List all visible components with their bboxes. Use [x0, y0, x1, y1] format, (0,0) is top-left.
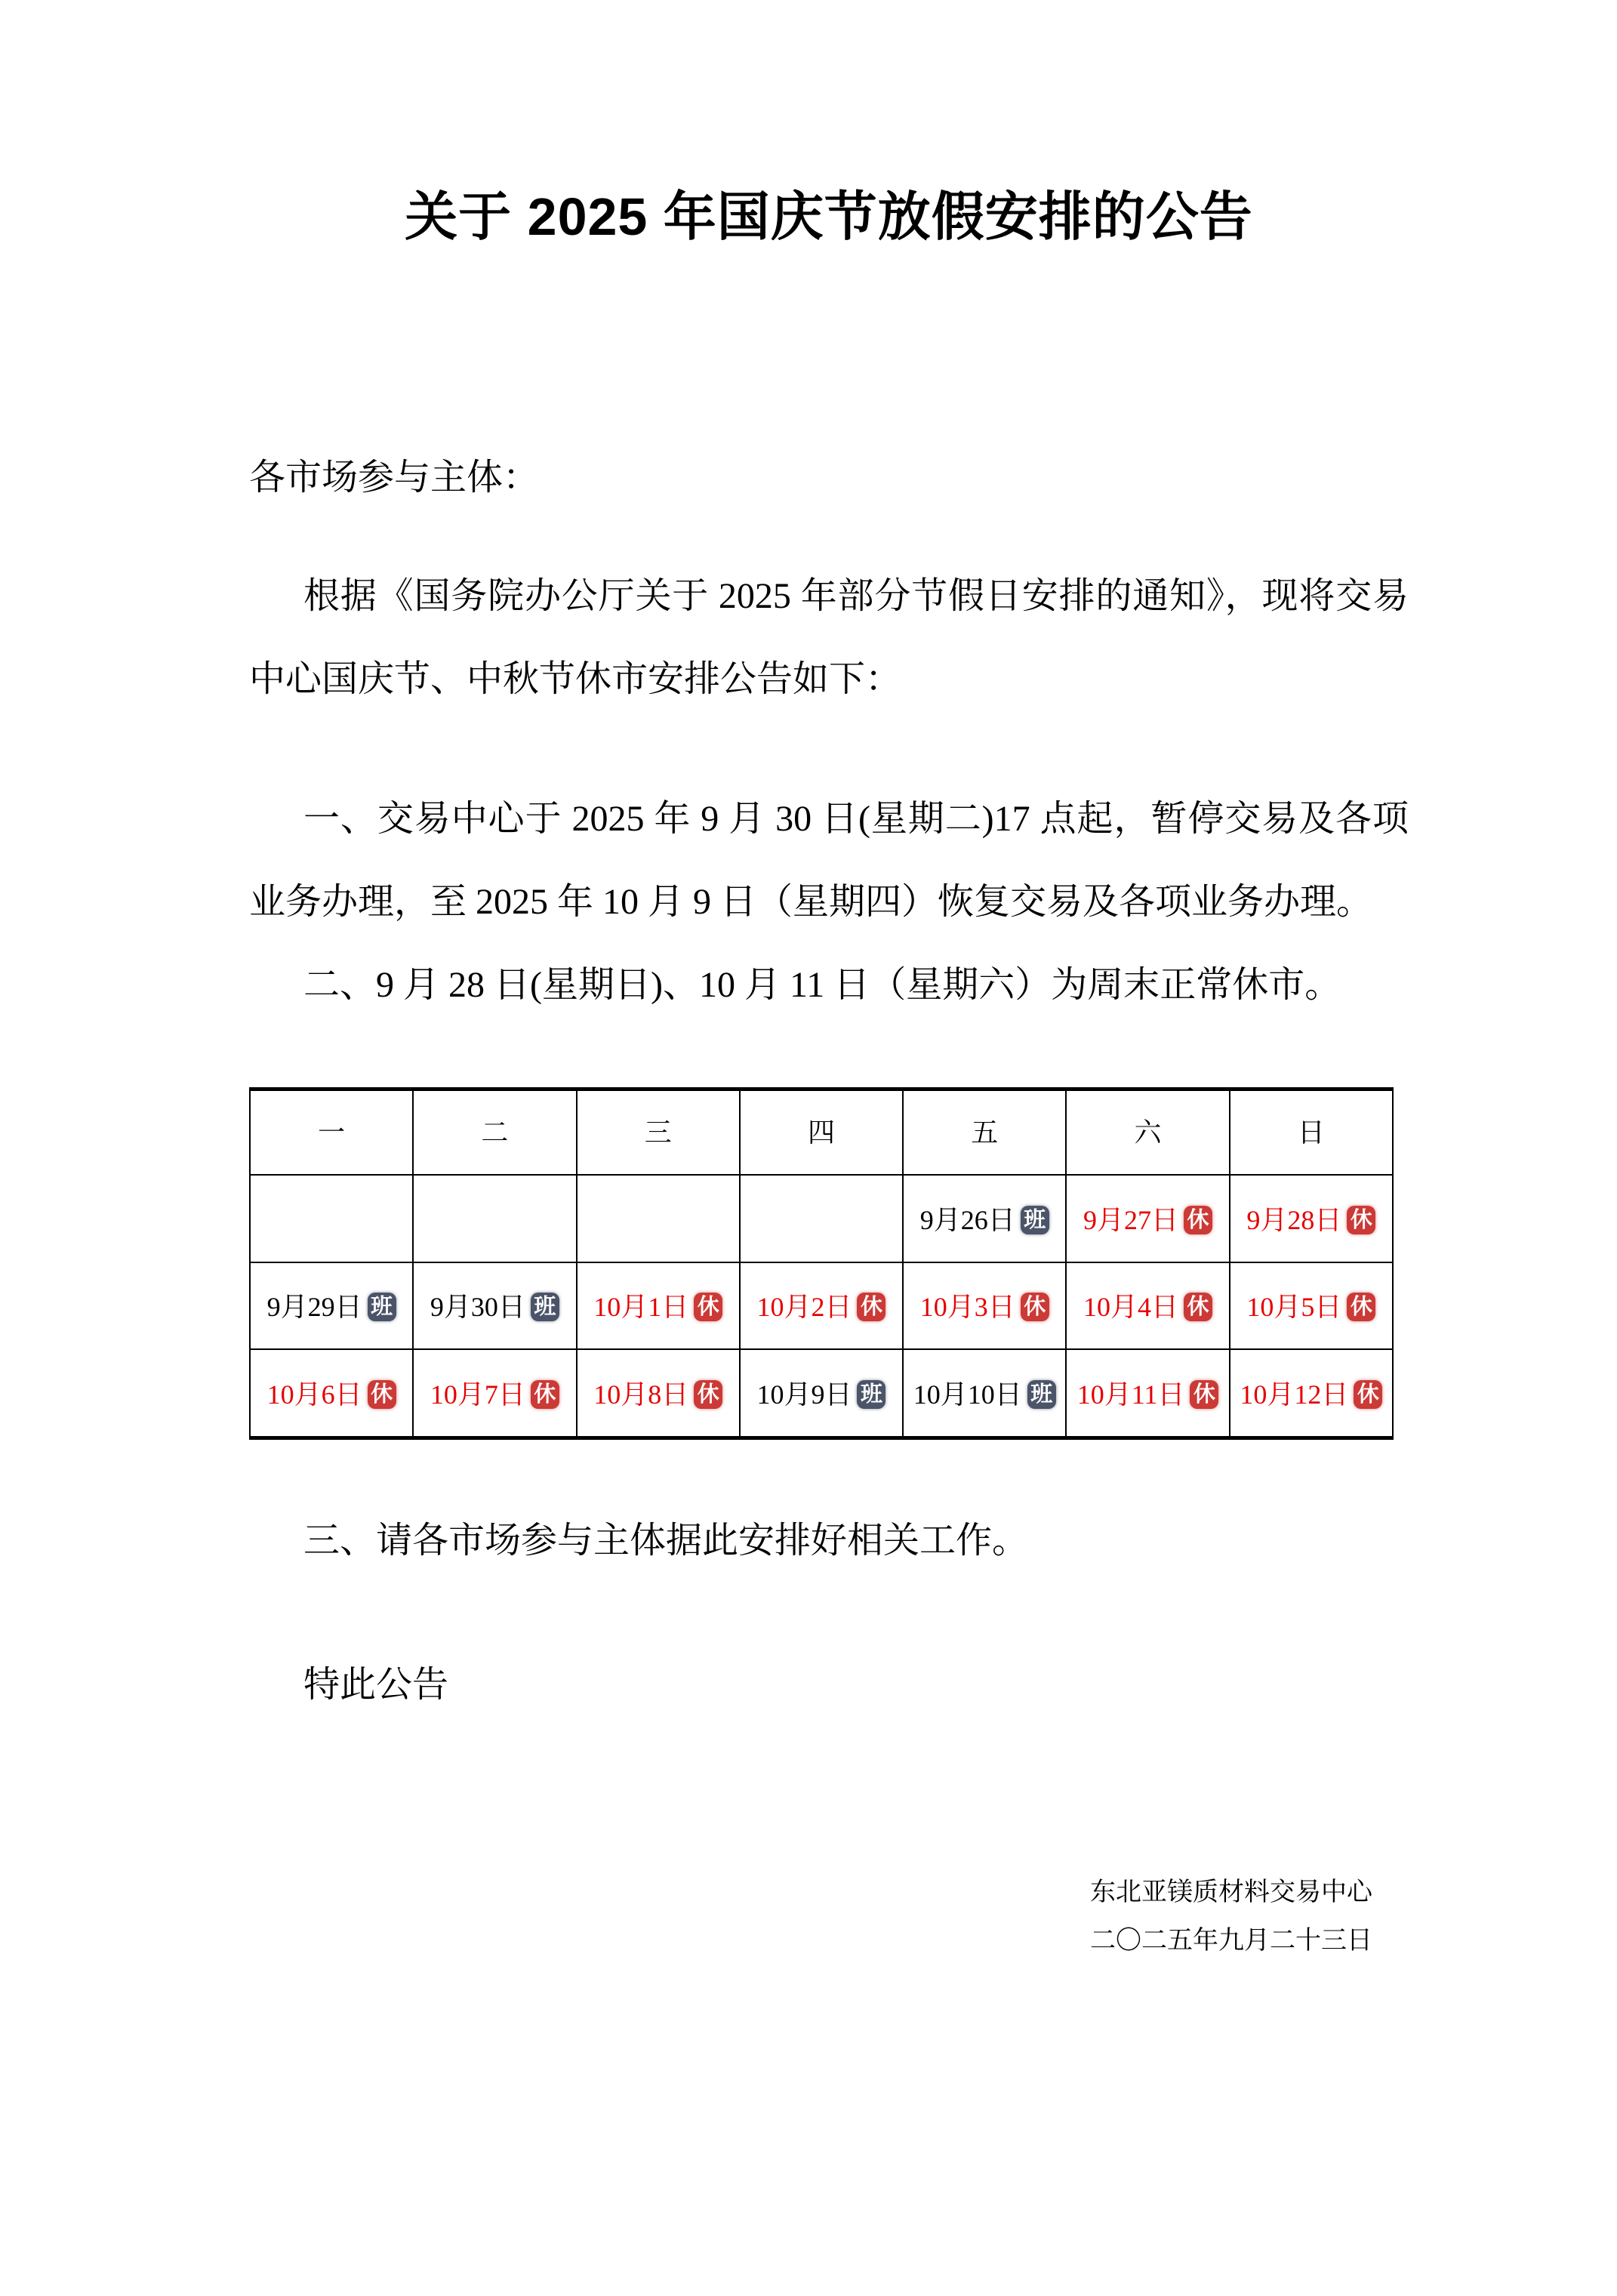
calendar-date-label: 9月29日: [266, 1292, 362, 1323]
calendar-weekday-header: 日: [1230, 1089, 1393, 1176]
calendar-date-label: 10月1日: [593, 1292, 689, 1323]
calendar-day-cell: [1066, 1175, 1229, 1262]
calendar-date-label: 10月8日: [593, 1379, 689, 1410]
calendar-day-cell: [903, 1349, 1066, 1438]
calendar-empty-cell: [740, 1175, 903, 1262]
calendar-day-cell: [250, 1349, 413, 1438]
salutation-line: 各市场参与主体：: [249, 458, 540, 498]
rest-day-badge: 休: [1190, 1380, 1218, 1409]
calendar-day-cell: [577, 1262, 740, 1350]
calendar-day-cell: [1066, 1262, 1229, 1350]
calendar-day-cell: [903, 1175, 1066, 1262]
calendar-row: [250, 1175, 1393, 1262]
calendar-weekday-header: 五: [903, 1089, 1066, 1176]
rest-day-badge: 休: [1184, 1293, 1212, 1321]
rest-day-badge: 休: [531, 1380, 559, 1409]
calendar-date-label: 10月4日: [1083, 1292, 1179, 1323]
calendar-date-label: 10月12日: [1240, 1379, 1349, 1410]
rest-day-badge: 休: [694, 1293, 722, 1321]
paragraph-intro: 根据《国务院办公厅关于 2025 年部分节假日安排的通知》，现将交易中心国庆节、中秋节休市安排公告如下：: [249, 576, 1409, 699]
calendar-day-cell: [413, 1349, 576, 1438]
calendar-day-cell: [740, 1262, 903, 1350]
calendar-date-label: 10月3日: [919, 1292, 1015, 1323]
calendar-empty-cell: [413, 1175, 576, 1262]
holiday-calendar-wrapper: [249, 1087, 1409, 1440]
calendar-day-cell: [1230, 1175, 1393, 1262]
calendar-weekday-header: 三: [577, 1089, 740, 1176]
announcement-line: 特此公告: [303, 1665, 449, 1706]
work-day-badge: 班: [1027, 1380, 1056, 1409]
rest-day-badge: 休: [1347, 1206, 1375, 1234]
calendar-day-cell: [413, 1262, 576, 1350]
rest-day-badge: 休: [1354, 1380, 1382, 1409]
rest-day-badge: 休: [694, 1380, 722, 1409]
calendar-empty-cell: [250, 1175, 413, 1262]
work-day-badge: 班: [857, 1380, 886, 1409]
calendar-weekday-header: 六: [1066, 1089, 1229, 1176]
document-content: [249, 185, 1409, 1965]
work-day-badge: 班: [1021, 1206, 1049, 1234]
calendar-date-label: 9月30日: [430, 1292, 525, 1323]
calendar-header-row: [250, 1089, 1393, 1176]
work-day-badge: 班: [531, 1293, 559, 1321]
paragraph-item-two: 二、9 月 28 日(星期日)、10 月 11 日（星期六）为周末正常休市。: [303, 965, 1341, 1005]
signature-block: [249, 1869, 1409, 1965]
calendar-weekday-header: 二: [413, 1089, 576, 1176]
calendar-empty-cell: [577, 1175, 740, 1262]
document-body: [249, 436, 1409, 1965]
document-title: 关于 2025 年国庆节放假安排的公告: [405, 187, 1253, 246]
calendar-day-cell: [1066, 1349, 1229, 1438]
calendar-weekday-header: 四: [740, 1089, 903, 1176]
signature-organization: 东北亚镁质材料交易中心: [1090, 1878, 1372, 1907]
calendar-date-label: 10月11日: [1076, 1379, 1185, 1410]
calendar-day-cell: [740, 1349, 903, 1438]
calendar-weekday-header: 一: [250, 1089, 413, 1176]
holiday-calendar-table: [249, 1087, 1394, 1440]
calendar-date-label: 10月10日: [913, 1379, 1022, 1410]
paragraph-item-three: 三、请各市场参与主体据此安排好相关工作。: [303, 1521, 1029, 1561]
rest-day-badge: 休: [1347, 1293, 1375, 1321]
calendar-row: [250, 1349, 1393, 1438]
work-day-badge: 班: [368, 1293, 396, 1321]
calendar-date-label: 10月2日: [756, 1292, 852, 1323]
paragraph-item-one: 一、交易中心于 2025 年 9 月 30 日(星期二)17 点起，暂停交易及各项业务办理，至 2025 年 10 月 9 日（星期四）恢复交易及各项业务办理。: [249, 799, 1409, 922]
calendar-date-label: 10月6日: [266, 1379, 362, 1410]
calendar-date-label: 9月28日: [1246, 1204, 1342, 1235]
calendar-date-label: 10月5日: [1246, 1292, 1342, 1323]
calendar-date-label: 9月27日: [1083, 1204, 1179, 1235]
calendar-row: [250, 1262, 1393, 1350]
calendar-day-cell: [903, 1262, 1066, 1350]
rest-day-badge: 休: [368, 1380, 396, 1409]
calendar-day-cell: [577, 1349, 740, 1438]
rest-day-badge: 休: [1184, 1206, 1212, 1234]
calendar-day-cell: [1230, 1262, 1393, 1350]
signature-date: 二〇二五年九月二十三日: [1090, 1927, 1372, 1955]
rest-day-badge: 休: [857, 1293, 886, 1321]
calendar-day-cell: [1230, 1349, 1393, 1438]
rest-day-badge: 休: [1021, 1293, 1049, 1321]
calendar-date-label: 9月26日: [919, 1204, 1015, 1235]
calendar-body: [250, 1175, 1393, 1438]
calendar-date-label: 10月9日: [756, 1379, 852, 1410]
calendar-day-cell: [250, 1262, 413, 1350]
calendar-date-label: 10月7日: [430, 1379, 525, 1410]
